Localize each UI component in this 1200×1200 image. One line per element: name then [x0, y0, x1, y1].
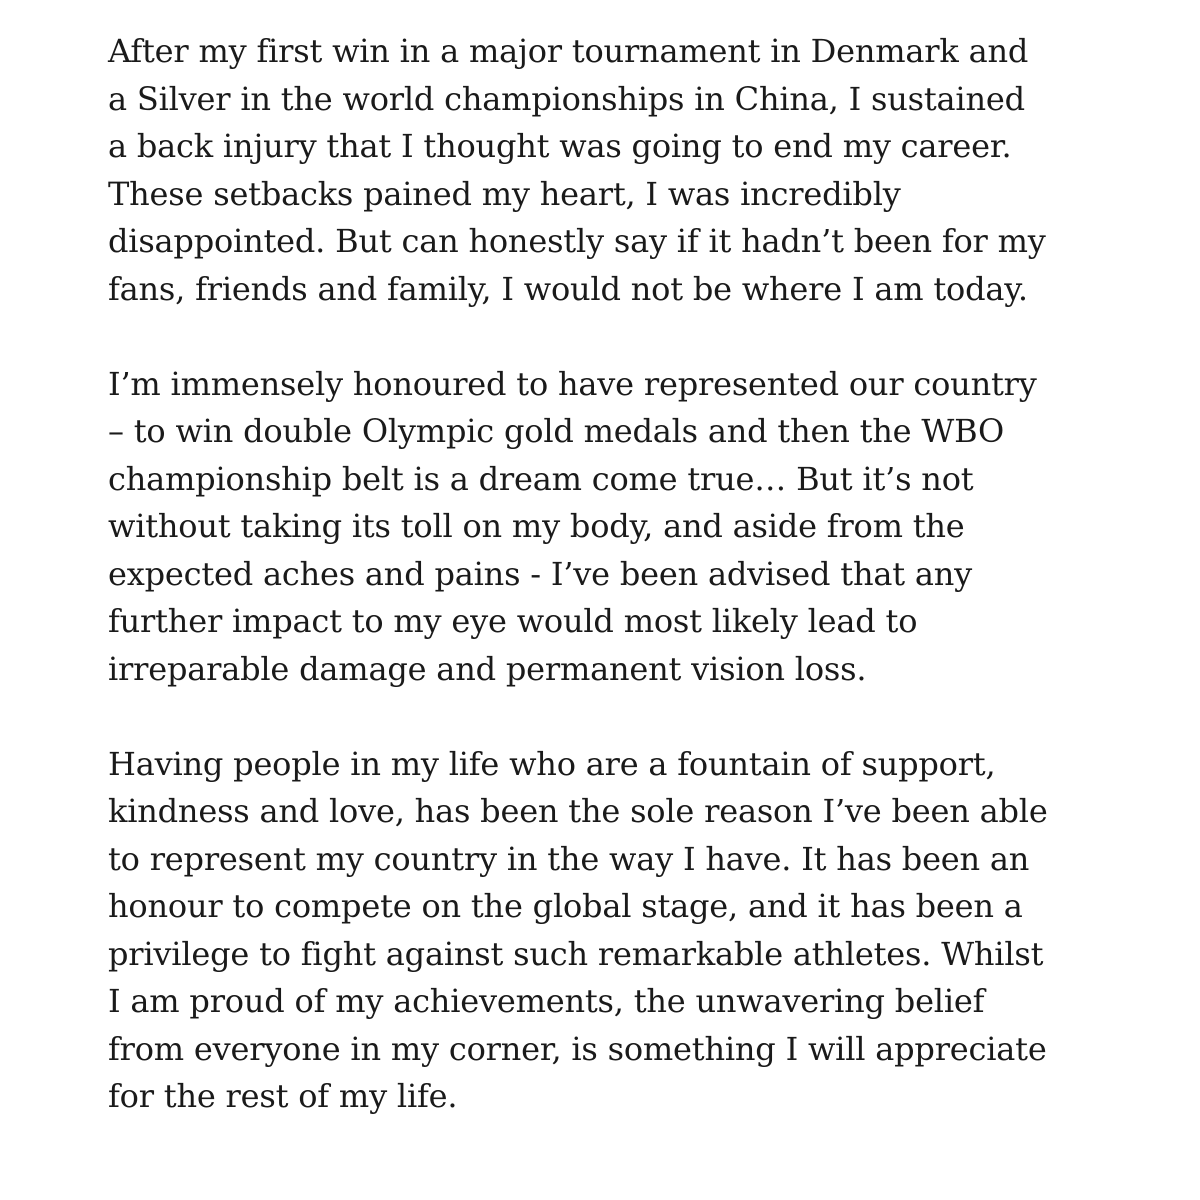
paragraph-support — [108, 741, 1188, 1121]
text-line: These setbacks pained my heart, I was incredibly — [108, 174, 901, 213]
text-line: from everyone in my corner, is something I will appreciate — [108, 1029, 1047, 1068]
text-line: fans, friends and family, I would not be where I am today. — [108, 269, 1028, 308]
text-line: disappointed. But can honestly say if it hadn’t been for my — [108, 222, 1046, 260]
paragraph-spacer — [108, 693, 1188, 741]
text-line: I am proud of my achievements, the unwavering belief — [108, 982, 985, 1020]
text-line: irreparable damage and permanent vision loss. — [108, 649, 867, 688]
text-line: privilege to fight against such remarkable athletes. Whilst — [108, 934, 1044, 973]
text-line: for the rest of my life. — [108, 1077, 458, 1115]
paragraph-career-setbacks — [108, 28, 1188, 313]
text-line: honour to compete on the global stage, and it has been a — [108, 887, 1023, 925]
text-line: expected aches and pains - I’ve been advised that any — [108, 554, 973, 593]
text-line: After my first win in a major tournament in Denmark and — [108, 32, 1029, 70]
text-line: a back injury that I thought was going to end my career. — [108, 127, 1012, 165]
text-line: kindness and love, has been the sole reason I’ve been able — [108, 792, 1048, 830]
text-line: without taking its toll on my body, and aside from the — [108, 507, 965, 545]
text-line: Having people in my life who are a fountain of support, — [108, 744, 996, 783]
text-line: I’m immensely honoured to have represented our country — [108, 364, 1037, 403]
text-line: a Silver in the world championships in China, I sustained — [108, 79, 1025, 118]
text-line: – to win double Olympic gold medals and then the WBO — [108, 412, 1005, 450]
paragraph-spacer — [108, 313, 1188, 361]
paragraph-honoured — [108, 361, 1188, 694]
text-line: championship belt is a dream come true… But it’s not — [108, 459, 974, 498]
text-line: to represent my country in the way I have. It has been an — [108, 839, 1030, 878]
text-line: further impact to my eye would most likely lead to — [108, 602, 918, 640]
statement-text — [108, 28, 1188, 1121]
